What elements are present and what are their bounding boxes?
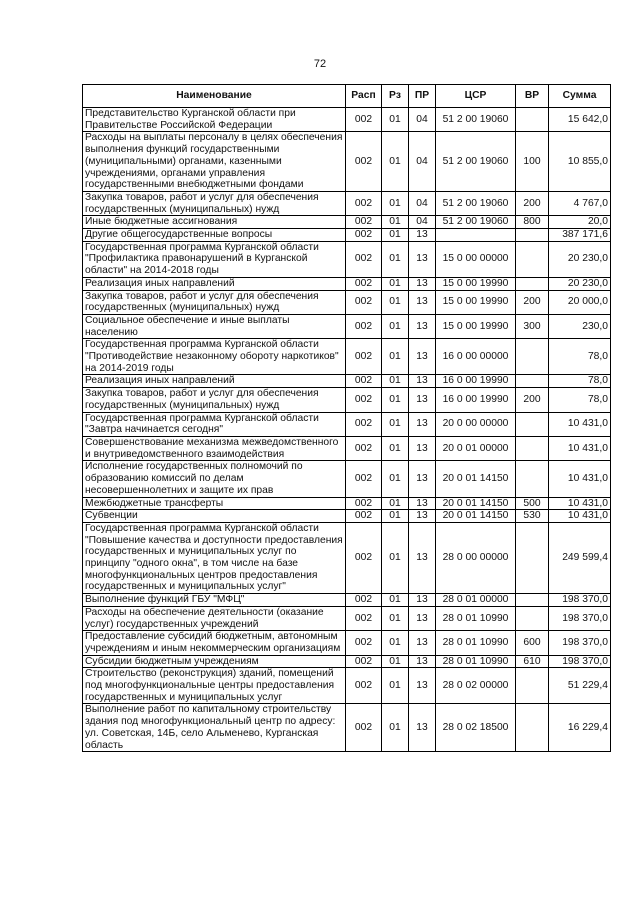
header-rasp: Расп — [346, 85, 382, 108]
cell-rasp: 002 — [346, 191, 382, 215]
cell-rasp: 002 — [346, 655, 382, 668]
cell-pr: 13 — [409, 229, 436, 242]
cell-pr: 13 — [409, 510, 436, 523]
cell-csr: 28 0 02 00000 — [436, 668, 516, 704]
table-row — [83, 412, 611, 436]
cell-sum: 198 370,0 — [549, 606, 611, 630]
table-row — [83, 522, 611, 593]
cell-rasp: 002 — [346, 290, 382, 314]
cell-rz: 01 — [382, 412, 409, 436]
cell-vr — [516, 461, 549, 497]
header-pr: ПР — [409, 85, 436, 108]
cell-rz: 01 — [382, 277, 409, 290]
table-header-row — [83, 85, 611, 108]
cell-sum: 51 229,4 — [549, 668, 611, 704]
cell-pr: 13 — [409, 241, 436, 277]
cell-rasp: 002 — [346, 216, 382, 229]
cell-pr: 13 — [409, 461, 436, 497]
cell-csr: 15 0 00 19990 — [436, 277, 516, 290]
table-body — [83, 108, 611, 752]
cell-vr — [516, 606, 549, 630]
cell-sum: 78,0 — [549, 339, 611, 375]
cell-csr: 28 0 01 10990 — [436, 631, 516, 655]
table-row — [83, 461, 611, 497]
cell-name: Реализация иных направлений — [83, 375, 346, 388]
table-row — [83, 631, 611, 655]
cell-csr: 28 0 01 10990 — [436, 606, 516, 630]
cell-rasp: 002 — [346, 461, 382, 497]
cell-rasp: 002 — [346, 510, 382, 523]
cell-rz: 01 — [382, 388, 409, 412]
cell-csr: 15 0 00 19990 — [436, 314, 516, 338]
cell-sum: 10 855,0 — [549, 132, 611, 192]
cell-vr — [516, 594, 549, 607]
cell-rz: 01 — [382, 461, 409, 497]
cell-sum: 78,0 — [549, 375, 611, 388]
cell-pr: 13 — [409, 314, 436, 338]
cell-csr: 16 0 00 00000 — [436, 339, 516, 375]
cell-rasp: 002 — [346, 314, 382, 338]
cell-pr: 13 — [409, 606, 436, 630]
cell-vr — [516, 241, 549, 277]
cell-csr: 28 0 02 18500 — [436, 704, 516, 752]
cell-csr: 51 2 00 19060 — [436, 191, 516, 215]
cell-pr: 13 — [409, 290, 436, 314]
cell-name: Закупка товаров, работ и услуг для обеспечения государственных (муниципальных) нужд — [83, 388, 346, 412]
cell-sum: 16 229,4 — [549, 704, 611, 752]
table-row — [83, 375, 611, 388]
cell-sum: 10 431,0 — [549, 436, 611, 460]
cell-sum: 78,0 — [549, 388, 611, 412]
cell-vr — [516, 668, 549, 704]
cell-name: Расходы на выплаты персоналу в целях обеспечения выполнения функций государственными (муниципальными) органами, казенными учреждениями, органами управления государственными внебюджетными фондами — [83, 132, 346, 192]
table-row — [83, 497, 611, 510]
cell-name: Реализация иных направлений — [83, 277, 346, 290]
cell-csr: 16 0 00 19990 — [436, 388, 516, 412]
cell-vr: 500 — [516, 497, 549, 510]
cell-sum: 4 767,0 — [549, 191, 611, 215]
cell-pr: 04 — [409, 132, 436, 192]
cell-pr: 13 — [409, 375, 436, 388]
cell-name: Выполнение функций ГБУ "МФЦ" — [83, 594, 346, 607]
cell-sum: 20,0 — [549, 216, 611, 229]
cell-rz: 01 — [382, 606, 409, 630]
cell-sum: 387 171,6 — [549, 229, 611, 242]
table-row — [83, 191, 611, 215]
cell-name: Представительство Курганской области при Правительстве Российской Федерации — [83, 108, 346, 132]
cell-rz: 01 — [382, 497, 409, 510]
table-row — [83, 436, 611, 460]
cell-name: Расходы на обеспечение деятельности (оказание услуг) государственных учреждений — [83, 606, 346, 630]
cell-sum: 10 431,0 — [549, 510, 611, 523]
cell-pr: 13 — [409, 277, 436, 290]
cell-csr: 28 0 00 00000 — [436, 522, 516, 593]
cell-sum: 20 230,0 — [549, 277, 611, 290]
cell-pr: 13 — [409, 497, 436, 510]
cell-sum: 198 370,0 — [549, 594, 611, 607]
cell-rasp: 002 — [346, 497, 382, 510]
header-csr: ЦСР — [436, 85, 516, 108]
cell-sum: 20 230,0 — [549, 241, 611, 277]
cell-rz: 01 — [382, 132, 409, 192]
cell-rz: 01 — [382, 241, 409, 277]
cell-rasp: 002 — [346, 229, 382, 242]
cell-sum: 10 431,0 — [549, 497, 611, 510]
cell-pr: 13 — [409, 704, 436, 752]
cell-rasp: 002 — [346, 339, 382, 375]
cell-csr: 28 0 01 00000 — [436, 594, 516, 607]
cell-name: Исполнение государственных полномочий по образованию комиссий по делам несовершеннолетних и защите их прав — [83, 461, 346, 497]
cell-csr: 51 2 00 19060 — [436, 216, 516, 229]
cell-sum: 198 370,0 — [549, 655, 611, 668]
table-row — [83, 510, 611, 523]
cell-rz: 01 — [382, 216, 409, 229]
cell-rasp: 002 — [346, 594, 382, 607]
cell-name: Субсидии бюджетным учреждениям — [83, 655, 346, 668]
cell-pr: 13 — [409, 412, 436, 436]
cell-name: Иные бюджетные ассигнования — [83, 216, 346, 229]
table-row — [83, 132, 611, 192]
cell-vr: 200 — [516, 191, 549, 215]
cell-csr: 20 0 01 14150 — [436, 510, 516, 523]
cell-name: Государственная программа Курганской области "Профилактика правонарушений в Курганской области" на 2014-2018 годы — [83, 241, 346, 277]
cell-rasp: 002 — [346, 522, 382, 593]
cell-name: Межбюджетные трансферты — [83, 497, 346, 510]
cell-rasp: 002 — [346, 412, 382, 436]
cell-name: Выполнение работ по капитальному строительству здания под многофункциональный центр по адресу: ул. Советская, 14Б, село Альменево, Курганская область — [83, 704, 346, 752]
cell-pr: 13 — [409, 668, 436, 704]
table-row — [83, 655, 611, 668]
cell-sum: 10 431,0 — [549, 412, 611, 436]
cell-pr: 13 — [409, 594, 436, 607]
cell-vr — [516, 229, 549, 242]
cell-rz: 01 — [382, 229, 409, 242]
table-row — [83, 606, 611, 630]
cell-name: Предоставление субсидий бюджетным, автономным учреждениям и иным некоммерческим организациям — [83, 631, 346, 655]
cell-vr — [516, 704, 549, 752]
cell-vr: 200 — [516, 388, 549, 412]
cell-rasp: 002 — [346, 631, 382, 655]
cell-sum: 249 599,4 — [549, 522, 611, 593]
cell-csr: 20 0 01 14150 — [436, 461, 516, 497]
cell-rz: 01 — [382, 375, 409, 388]
cell-rz: 01 — [382, 594, 409, 607]
header-vr: ВР — [516, 85, 549, 108]
cell-pr: 13 — [409, 339, 436, 375]
cell-name: Закупка товаров, работ и услуг для обеспечения государственных (муниципальных) нужд — [83, 290, 346, 314]
cell-pr: 13 — [409, 436, 436, 460]
cell-vr — [516, 412, 549, 436]
cell-vr — [516, 339, 549, 375]
table-row — [83, 108, 611, 132]
cell-vr: 300 — [516, 314, 549, 338]
cell-sum: 20 000,0 — [549, 290, 611, 314]
cell-pr: 13 — [409, 631, 436, 655]
cell-pr: 04 — [409, 108, 436, 132]
cell-pr: 13 — [409, 655, 436, 668]
table-row — [83, 594, 611, 607]
cell-vr: 100 — [516, 132, 549, 192]
cell-csr: 16 0 00 19990 — [436, 375, 516, 388]
cell-rz: 01 — [382, 108, 409, 132]
cell-csr: 15 0 00 19990 — [436, 290, 516, 314]
cell-rz: 01 — [382, 522, 409, 593]
cell-rasp: 002 — [346, 375, 382, 388]
cell-pr: 13 — [409, 522, 436, 593]
cell-name: Социальное обеспечение и иные выплаты населению — [83, 314, 346, 338]
cell-rz: 01 — [382, 704, 409, 752]
cell-rasp: 002 — [346, 606, 382, 630]
cell-rasp: 002 — [346, 132, 382, 192]
cell-vr — [516, 108, 549, 132]
cell-rasp: 002 — [346, 388, 382, 412]
cell-name: Строительство (реконструкция) зданий, помещений под многофункциональные центры предоставления государственных и муниципальных услуг — [83, 668, 346, 704]
cell-sum: 10 431,0 — [549, 461, 611, 497]
table-row — [83, 290, 611, 314]
cell-name: Закупка товаров, работ и услуг для обеспечения государственных (муниципальных) нужд — [83, 191, 346, 215]
cell-name: Государственная программа Курганской области "Противодействие незаконному обороту наркотиков" на 2014-2019 годы — [83, 339, 346, 375]
table-row — [83, 314, 611, 338]
header-name: Наименование — [83, 85, 346, 108]
cell-vr — [516, 522, 549, 593]
cell-csr: 20 0 01 00000 — [436, 436, 516, 460]
cell-name: Субвенции — [83, 510, 346, 523]
cell-vr: 530 — [516, 510, 549, 523]
cell-rz: 01 — [382, 339, 409, 375]
cell-rz: 01 — [382, 290, 409, 314]
cell-vr: 800 — [516, 216, 549, 229]
cell-csr: 51 2 00 19060 — [436, 108, 516, 132]
header-rz: Рз — [382, 85, 409, 108]
cell-vr — [516, 277, 549, 290]
cell-csr: 20 0 01 14150 — [436, 497, 516, 510]
table-row — [83, 277, 611, 290]
table-row — [83, 229, 611, 242]
cell-rasp: 002 — [346, 241, 382, 277]
table-row — [83, 216, 611, 229]
cell-rasp: 002 — [346, 436, 382, 460]
cell-pr: 13 — [409, 388, 436, 412]
cell-vr: 600 — [516, 631, 549, 655]
table-row — [83, 339, 611, 375]
cell-rz: 01 — [382, 655, 409, 668]
cell-pr: 04 — [409, 191, 436, 215]
header-sum: Сумма — [549, 85, 611, 108]
cell-name: Государственная программа Курганской области "Повышение качества и доступности предоставления государственных и муниципальных услуг по принципу "одного окна", в том числе на базе многофункциональных центров предоставления государственных и муниципальных услуг" — [83, 522, 346, 593]
cell-rz: 01 — [382, 191, 409, 215]
cell-csr: 20 0 00 00000 — [436, 412, 516, 436]
table-row — [83, 704, 611, 752]
cell-rz: 01 — [382, 631, 409, 655]
cell-sum: 198 370,0 — [549, 631, 611, 655]
cell-csr: 15 0 00 00000 — [436, 241, 516, 277]
cell-name: Другие общегосударственные вопросы — [83, 229, 346, 242]
cell-csr — [436, 229, 516, 242]
cell-vr: 610 — [516, 655, 549, 668]
cell-rz: 01 — [382, 510, 409, 523]
cell-vr — [516, 436, 549, 460]
budget-table — [82, 84, 611, 752]
cell-vr — [516, 375, 549, 388]
cell-sum: 15 642,0 — [549, 108, 611, 132]
cell-rasp: 002 — [346, 668, 382, 704]
cell-csr: 51 2 00 19060 — [436, 132, 516, 192]
cell-rz: 01 — [382, 436, 409, 460]
cell-rz: 01 — [382, 668, 409, 704]
cell-rasp: 002 — [346, 704, 382, 752]
cell-rz: 01 — [382, 314, 409, 338]
cell-rasp: 002 — [346, 277, 382, 290]
cell-vr: 200 — [516, 290, 549, 314]
cell-rasp: 002 — [346, 108, 382, 132]
cell-name: Государственная программа Курганской области "Завтра начинается сегодня" — [83, 412, 346, 436]
table-row — [83, 668, 611, 704]
cell-name: Совершенствование механизма межведомственного и внутриведомственного взаимодействия — [83, 436, 346, 460]
cell-pr: 04 — [409, 216, 436, 229]
page-number: 72 — [313, 58, 327, 70]
cell-sum: 230,0 — [549, 314, 611, 338]
table-row — [83, 241, 611, 277]
cell-csr: 28 0 01 10990 — [436, 655, 516, 668]
table-row — [83, 388, 611, 412]
